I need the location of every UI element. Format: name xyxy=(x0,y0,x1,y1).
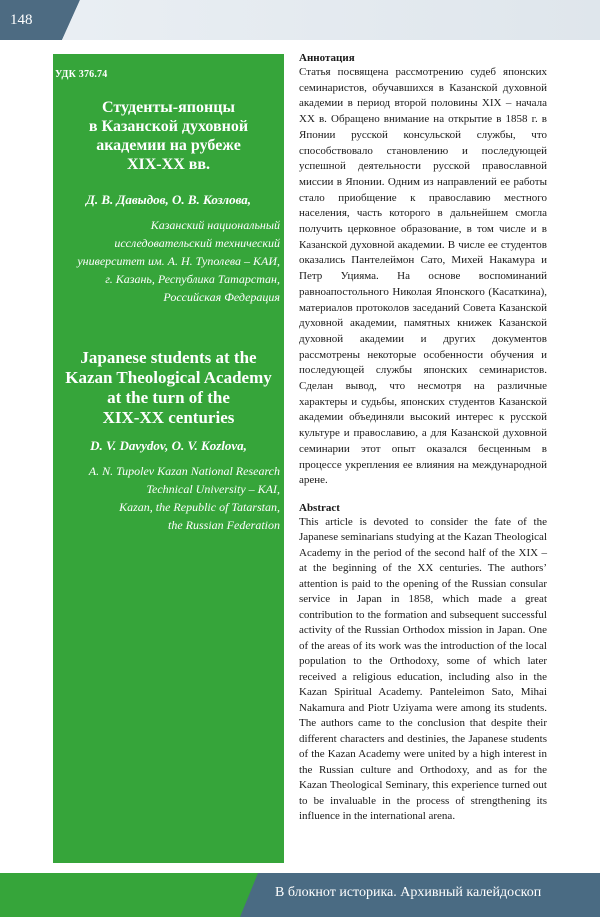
affiliation-ru-line: исследовательский технический xyxy=(55,234,280,252)
affiliation-en-line: Technical University – KAI, xyxy=(55,480,280,498)
abstract-column xyxy=(299,52,547,825)
authors-en: D. V. Davydov, O. V. Kozlova, xyxy=(53,438,284,454)
footer-bar xyxy=(0,873,600,917)
section-title: В блокнот историка. Архивный калейдоскоп xyxy=(275,885,541,901)
affiliation-ru xyxy=(55,216,280,306)
title-ru-line: Студенты-японцы xyxy=(53,98,284,117)
udk-code: УДК 376.74 xyxy=(55,69,107,80)
title-en-line: at the turn of the xyxy=(53,388,284,408)
title-en-line: XIX-XX centuries xyxy=(53,408,284,428)
affiliation-en xyxy=(55,462,280,534)
abstract-heading: Abstract xyxy=(299,502,547,514)
title-ru-line: XIX-XX вв. xyxy=(53,155,284,174)
authors-ru: Д. В. Давыдов, О. В. Козлова, xyxy=(53,192,284,208)
title-ru-line: академии на рубеже xyxy=(53,136,284,155)
page-number-tab xyxy=(0,0,62,40)
affiliation-en-line: Kazan, the Republic of Tatarstan, xyxy=(55,498,280,516)
abstract-text: This article is devoted to consider the fate of the Japanese seminarians studying at the Kazan Theological Academy in the period of the second half of the XIX – at the beginning of the XX centuries. The authors’ attention is paid to the opening of the Russian consular service in Japan in 1858, which made a great contribution to the formation and subsequent successful activity of the Russian Orthodox mission in Japan. One of the areas of its work was the introduction of the local population to the Orthodoxy, some of which later received a religious education, including also in the Kazan Spiritual Academy. Panteleimon Sato, Mihai Nakamura and Piotr Uziyama were among its students. The authors came to the conclusion that despite their different characters and destinies, the Japanese students of the Kazan Academy were united by a high interest in the Russian culture and Orthodoxy, and as for the Kazan Theological Seminary, this experience turned out to be invaluable in the process of strengthening its influence in the international arena. xyxy=(299,515,547,825)
page-number: 148 xyxy=(10,12,33,29)
header-strip xyxy=(80,0,600,40)
affiliation-ru-line: Казанский национальный xyxy=(55,216,280,234)
affiliation-en-line: A. N. Tupolev Kazan National Research xyxy=(55,462,280,480)
affiliation-en-line: the Russian Federation xyxy=(55,516,280,534)
affiliation-ru-line: г. Казань, Республика Татарстан, xyxy=(55,270,280,288)
title-en-line: Kazan Theological Academy xyxy=(53,368,284,388)
footer-divider xyxy=(240,873,258,917)
annotation-heading: Аннотация xyxy=(299,52,547,64)
annotation-text: Статья посвящена рассмотрению судеб японских семинаристов, обучавшихся в Казанской духовной академии в период второй половины XIX – начала XX в. Обращено внимание на открытие в 1858 г. в Японии русской консульской службы, что способствовало становлению и последующей успешной деятельности русской православной миссии в Японии. Одним из направлений ее работы стало приобщение к православию местного населения, часть которого в дальнейшем смогла получить церковное образование, в том числе и в Казанской духовной академии. В числе ее студентов оказались Пантелеймон Сато, Михей Накамура и Петр Уцияма. На основе воспоминаний равноапостольного Николая Японского (Касаткина), материалов протоколов заседаний Совета Казанской духовной академии, памятных книжек Казанской духовной академии и других документов рассмотрены некоторые особенности обучения и последующей службы японских семинаристов. Сделан вывод, что несмотря на различные характеры и судьбы, японских студентов Казанской академии объединяли высокий интерес к русской культуре и православию, а для Казанской духовной семинарии этот опыт оказался бесценным в процессе укрепления ее влияния на международной арене. xyxy=(299,65,547,489)
article-title-en xyxy=(53,348,284,428)
title-ru-line: в Казанской духовной xyxy=(53,117,284,136)
affiliation-ru-line: Российская Федерация xyxy=(55,288,280,306)
affiliation-ru-line: университет им. А. Н. Туполева – КАИ, xyxy=(55,252,280,270)
article-title-ru xyxy=(53,98,284,174)
title-panel xyxy=(53,54,284,863)
title-en-line: Japanese students at the xyxy=(53,348,284,368)
